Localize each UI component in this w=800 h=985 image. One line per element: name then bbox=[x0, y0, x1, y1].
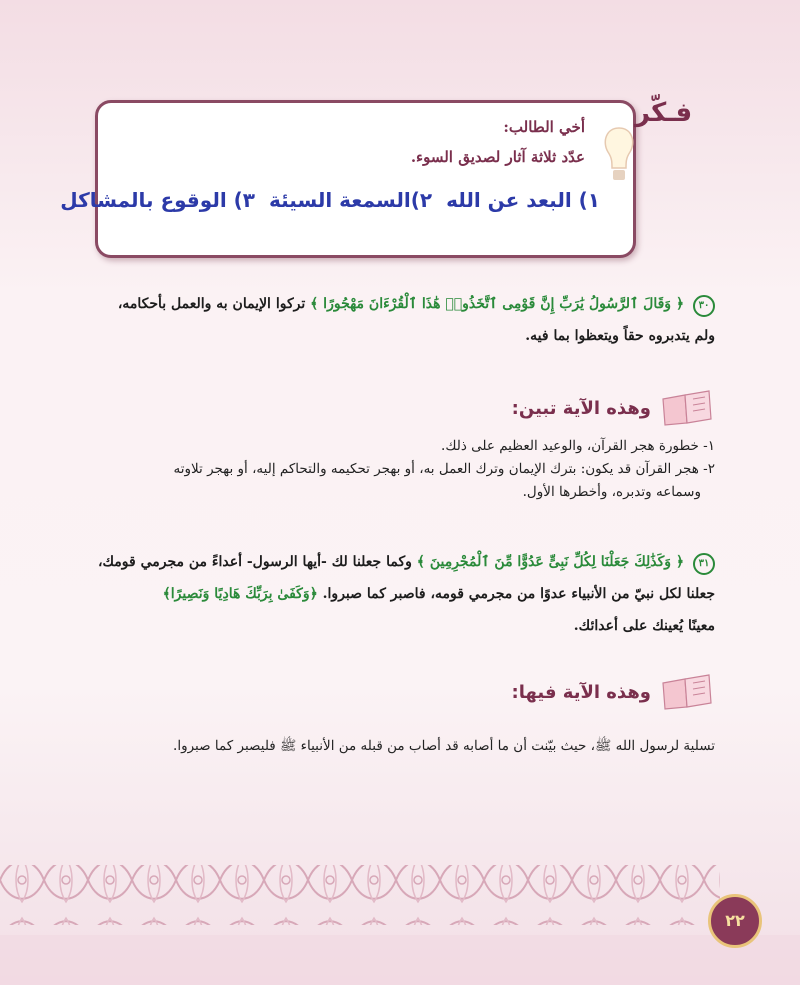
ayah-30-explanation-2: ولم يتدبروه حقاً ويتعظوا بما فيه. bbox=[525, 328, 715, 344]
ayah-30-explanation-1: تركوا الإيمان به والعمل بأحكامه، bbox=[117, 296, 306, 312]
answer-2: ٢)السمعة السيئة bbox=[269, 188, 433, 212]
answer-3: ٣) الوقوع بالمشاكل bbox=[60, 188, 256, 212]
answer-1: ١) البعد عن الله bbox=[446, 188, 600, 212]
ayah-31-explanation-3: معينًا يُعينك على أعدائك. bbox=[573, 618, 715, 634]
ayah-30-text: ﴿ وَقَالَ ٱلرَّسُولُ يَٰرَبِّ إِنَّ قَوْمِى ٱتَّخَذُوا۟ هَٰذَا ٱلْقُرْءَانَ مَهْجُورًا ﴾ bbox=[310, 296, 685, 312]
open-book-icon bbox=[659, 389, 715, 427]
lightbulb-icon bbox=[600, 120, 638, 215]
section-1-label: وهذه الآية تبين: bbox=[511, 397, 651, 419]
ayah-30-block bbox=[85, 288, 715, 352]
ayah-31-explanation-1: وكما جعلنا لك -أيها الرسول- أعداءً من مجرمي قومك، bbox=[97, 554, 412, 570]
ayah-31-text: ﴿ وَكَذَٰلِكَ جَعَلْنَا لِكُلِّ نَبِىٍّ عَدُوًّا مِّنَ ٱلْمُجْرِمِينَ ﴾ bbox=[416, 554, 685, 570]
section-1-points bbox=[85, 435, 715, 504]
think-title: فـكّر bbox=[635, 98, 693, 128]
think-greeting: أخي الطالب: bbox=[503, 118, 585, 136]
section-2-text: تسلية لرسول الله ﷺ، حيث بيّنت أن ما أصابه قد أصاب من قبله من الأنبياء ﷺ فليصبر كما صبروا. bbox=[173, 738, 715, 754]
point-2-cont: وسماعه وتدبره، وأخطرها الأول. bbox=[522, 484, 701, 500]
ayah-31-text-2: ﴿وَكَفَىٰ بِرَبِّكَ هَادِيًا وَنَصِيرًا﴾ bbox=[162, 586, 318, 602]
section-1-heading bbox=[512, 388, 715, 428]
ayah-31-number: ٣١ bbox=[693, 553, 715, 575]
point-1: ١- خطورة هجر القرآن، والوعيد العظيم على ذلك. bbox=[441, 438, 715, 454]
ayah-30-number: ٣٠ bbox=[693, 295, 715, 317]
think-task: عدّد ثلاثة آثار لصديق السوء. bbox=[410, 148, 585, 166]
ayah-31-explanation-2: جعلنا لكل نبيّ من الأنبياء عدوًا من مجرمي قومه، فاصبر كما صبروا. bbox=[322, 586, 715, 602]
page-number: ٢٢ bbox=[708, 894, 762, 948]
ayah-31-block bbox=[85, 546, 715, 642]
section-2-label: وهذه الآية فيها: bbox=[511, 681, 651, 703]
ornamental-border bbox=[0, 850, 800, 985]
open-book-icon bbox=[659, 673, 715, 711]
think-answers bbox=[46, 188, 600, 212]
point-2: ٢- هجر القرآن قد يكون: بترك الإيمان وترك العمل به، أو بهجر تحكيمه والتحاكم إليه، أو بهجر تلاوته bbox=[173, 461, 715, 477]
section-2-heading bbox=[512, 672, 715, 712]
